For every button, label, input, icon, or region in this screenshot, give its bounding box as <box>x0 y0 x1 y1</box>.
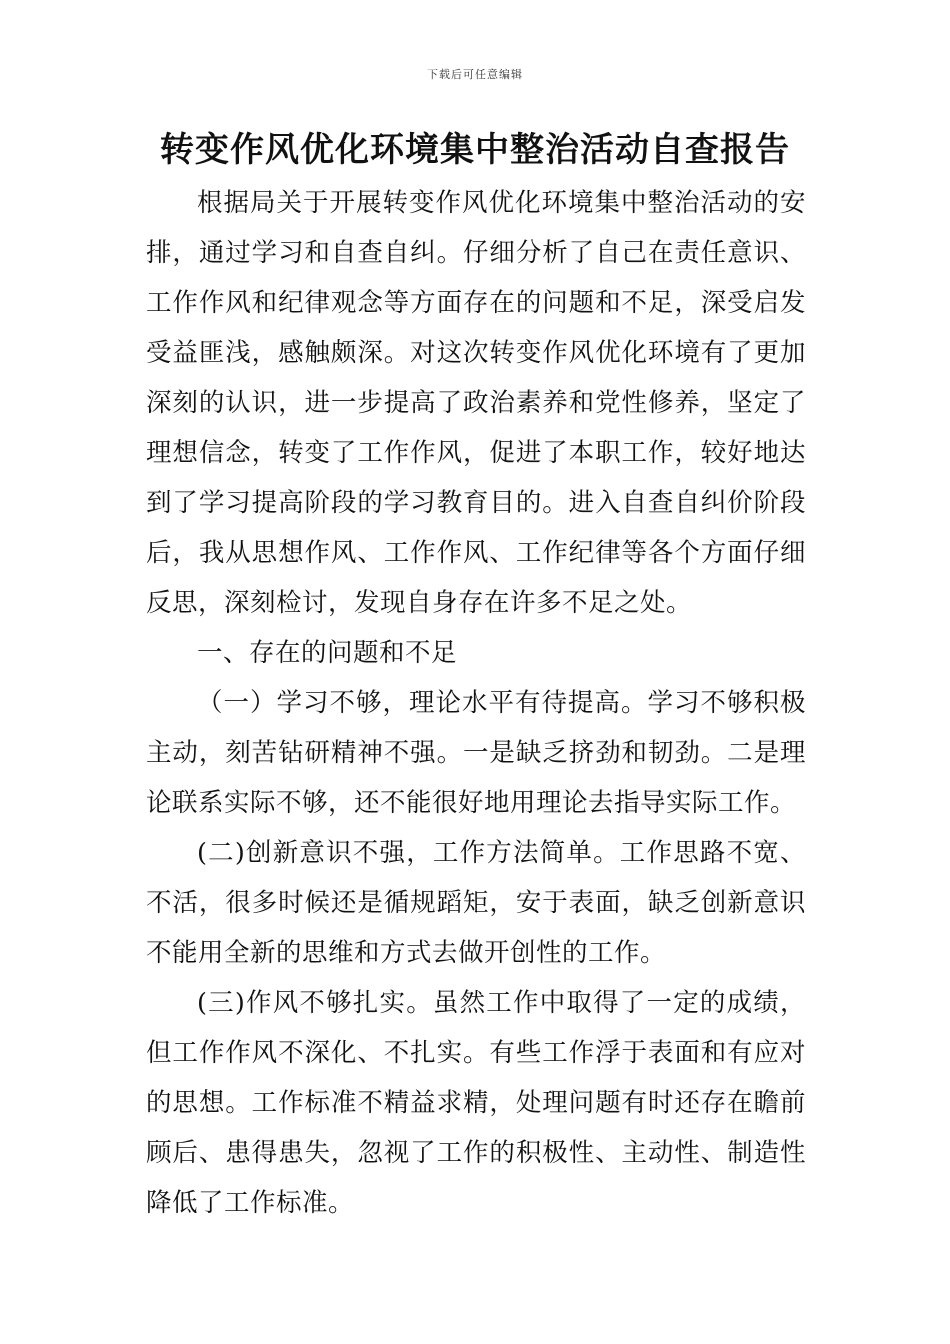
paragraph-item-3: (三)作风不够扎实。虽然工作中取得了一定的成绩，但工作作风不深化、不扎实。有些工作浮于表面和有应对的思想。工作标准不精益求精，处理问题有时还存在瞻前顾后、患得患失，忽视了工作的积极性、主动性、制造性降低了工作标准。 <box>146 988 806 1218</box>
header-note: 下载后可任意编辑 <box>427 68 523 81</box>
paragraph-item-1: （一）学习不够，理论水平有待提高。学习不够积极主动，刻苦钻研精神不强。一是缺乏挤劲和韧劲。二是理论联系实际不够，还不能很好地用理论去指导实际工作。 <box>146 688 806 818</box>
document-title: 转变作风优化环境集中整治活动自查报告 <box>160 130 790 170</box>
section-heading: 一、存在的问题和不足 <box>197 638 458 668</box>
paragraph-item-2: (二)创新意识不强，工作方法简单。工作思路不宽、不活，很多时候还是循规蹈矩，安于表面，缺乏创新意识不能用全新的思维和方式去做开创性的工作。 <box>146 838 806 968</box>
paragraph-intro: 根据局关于开展转变作风优化环境集中整治活动的安排，通过学习和自查自纠。仔细分析了自己在责任意识、工作作风和纪律观念等方面存在的问题和不足，深受启发受益匪浅，感触颇深。对这次转变作风优化环境有了更加深刻的认识，进一步提高了政治素养和党性修养，坚定了理想信念，转变了工作作风，促进了本职工作，较好地达到了学习提高阶段的学习教育目的。进入自查自纠价阶段后，我从思想作风、工作作风、工作纪律等各个方面仔细反思，深刻检讨，发现自身存在许多不足之处。 <box>146 188 806 618</box>
document-body <box>146 178 806 1228</box>
